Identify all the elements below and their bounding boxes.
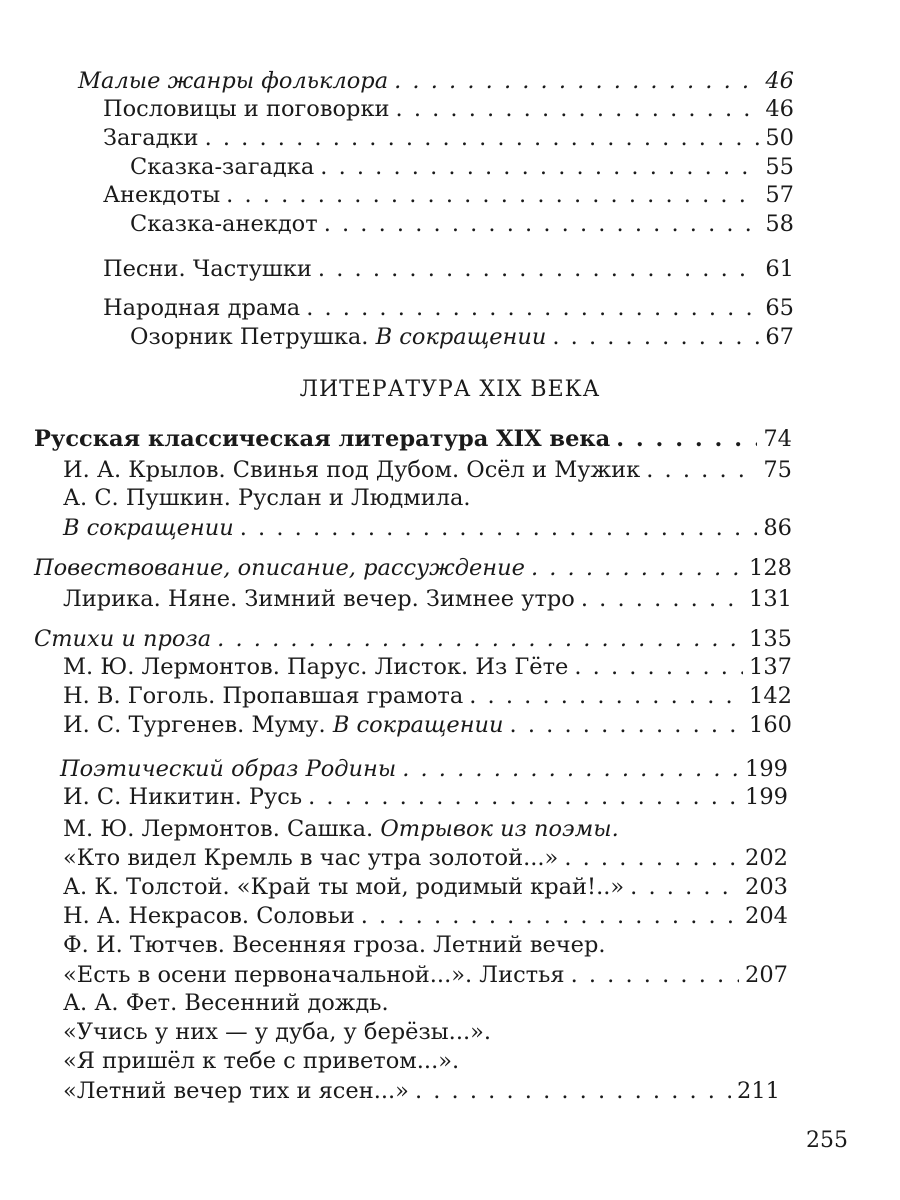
entry-page: 160 [749, 712, 792, 738]
entry-title: Пословицы и поговорки [103, 96, 390, 122]
entry-page: 50 [765, 125, 794, 151]
entry-note: В сокращении [332, 712, 504, 738]
leader-dots [318, 254, 759, 284]
leader-dots [226, 180, 759, 210]
entry-page: 75 [763, 457, 792, 483]
entry-title: Сказка-загадка [130, 154, 315, 180]
toc-entry [63, 681, 792, 711]
toc-entry [63, 843, 788, 873]
leader-dots [394, 66, 759, 96]
entry-title: «Учись у них — у дуба, у берёзы...». [63, 1019, 492, 1045]
entry-title: А. К. Толстой. «Край ты мой, родимый край!..» [63, 874, 625, 900]
entry-title: Сказка-анекдот [130, 211, 318, 237]
leader-dots [616, 424, 757, 454]
entry-title-part: Озорник Петрушка. [130, 324, 376, 350]
leader-dots [205, 123, 760, 153]
entry-title: Н. А. Некрасов. Соловьи [63, 903, 355, 929]
toc-entry [103, 94, 794, 124]
entry-note: Отрывок из поэмы. [380, 816, 619, 842]
leader-dots [571, 960, 739, 990]
entry-title [130, 322, 546, 352]
toc-entry [63, 513, 792, 543]
toc-entry [103, 293, 794, 323]
entry-page: 46 [765, 68, 794, 94]
leader-dots [646, 455, 757, 485]
entry-title: «Летний вечер тих и ясен...» [63, 1078, 409, 1104]
toc-entry [34, 553, 792, 583]
toc-entry [103, 123, 794, 153]
entry-page: 203 [745, 874, 788, 900]
entry-page: 142 [749, 683, 792, 709]
toc-entry [63, 960, 788, 990]
entry-page: 131 [749, 586, 792, 612]
leader-dots [531, 553, 743, 583]
leader-dots [240, 513, 758, 543]
leader-dots [320, 152, 759, 182]
entry-title: А. А. Фет. Весенний дождь. [63, 990, 389, 1016]
entry-title [63, 513, 234, 543]
toc-entry [34, 624, 792, 654]
entry-title: Загадки [103, 125, 199, 151]
toc-entry [103, 180, 794, 210]
toc-entry [63, 710, 792, 740]
entry-page: 128 [749, 555, 792, 581]
entry-title: Ф. И. Тютчев. Весенняя гроза. Летний вечер. [63, 932, 606, 958]
entry-page: 61 [765, 256, 794, 282]
toc-entry [130, 209, 794, 239]
toc-entry [63, 1017, 788, 1047]
page-number: 255 [806, 1128, 848, 1153]
toc-entry [63, 782, 788, 812]
entry-title: Лирика. Няне. Зимний вечер. Зимнее утро [63, 586, 575, 612]
toc-entry [78, 66, 794, 96]
leader-dots [574, 652, 743, 682]
entry-title-part: И. С. Тургенев. Муму. [63, 712, 333, 738]
entry-title: Стихи и проза [34, 626, 212, 652]
entry-note: В сокращении [375, 324, 547, 350]
toc-entry [63, 1046, 788, 1076]
leader-dots [510, 710, 744, 740]
entry-title [63, 710, 504, 740]
entry-page: 199 [745, 784, 788, 810]
entry-page: 202 [745, 845, 788, 871]
toc-entry [63, 652, 792, 682]
entry-page: 204 [745, 903, 788, 929]
leader-dots [324, 209, 760, 239]
entry-title: М. Ю. Лермонтов. Парус. Листок. Из Гёте [63, 654, 569, 680]
leader-dots [564, 843, 739, 873]
entry-page: 74 [763, 426, 792, 452]
leader-dots [308, 782, 739, 812]
entry-page: 65 [765, 295, 794, 321]
entry-title: «Кто видел Кремль в час утра золотой...» [63, 845, 559, 871]
toc-entry [103, 254, 794, 284]
entry-title: И. С. Никитин. Русь [63, 784, 303, 810]
entry-title: А. С. Пушкин. Руслан и Людмила. [63, 485, 471, 511]
entry-page: 86 [763, 515, 792, 541]
leader-dots [217, 624, 743, 654]
entry-page: 207 [745, 962, 788, 988]
toc-entry [63, 455, 792, 485]
toc-entry [63, 814, 788, 844]
entry-page: 57 [765, 182, 794, 208]
toc-entry [63, 930, 788, 960]
leader-dots [581, 584, 743, 614]
toc-entry [63, 901, 788, 931]
entry-note: В сокращении [63, 515, 234, 541]
entry-page: 211 [737, 1078, 780, 1104]
toc-entry [63, 584, 792, 614]
entry-title: Малые жанры фольклора [78, 68, 389, 94]
toc-entry [130, 152, 794, 182]
entry-title: Анекдоты [103, 182, 221, 208]
toc-entry [63, 1076, 780, 1106]
toc-entry [63, 483, 792, 513]
entry-title: Народная драма [103, 295, 301, 321]
entry-title: «Я пришёл к тебе с приветом...». [63, 1048, 460, 1074]
entry-page: 199 [745, 756, 788, 782]
entry-title: И. А. Крылов. Свинья под Дубом. Осёл и Мужик [63, 457, 641, 483]
leader-dots [415, 1076, 731, 1106]
entry-page: 135 [749, 626, 792, 652]
entry-title-part: М. Ю. Лермонтов. Сашка. [63, 816, 381, 842]
toc-entry [63, 872, 788, 902]
entry-page: 55 [765, 154, 794, 180]
entry-title: Повествование, описание, рассуждение [34, 555, 525, 581]
leader-dots [552, 322, 759, 352]
leader-dots [402, 754, 739, 784]
toc-entry [34, 424, 792, 454]
entry-title: Поэтический образ Родины [60, 756, 397, 782]
entry-title: Песни. Частушки [103, 256, 312, 282]
entry-title: «Есть в осени первоначальной...». Листья [63, 962, 565, 988]
entry-page: 67 [765, 324, 794, 350]
entry-page: 58 [765, 211, 794, 237]
entry-page: 46 [765, 96, 794, 122]
leader-dots [306, 293, 759, 323]
leader-dots [396, 94, 760, 124]
leader-dots [630, 872, 739, 902]
entry-title: Н. В. Гоголь. Пропавшая грамота [63, 683, 464, 709]
section-title: ЛИТЕРАТУРА XIX ВЕКА [299, 377, 601, 402]
leader-dots [469, 681, 743, 711]
toc-entry [63, 988, 788, 1018]
toc-entry [60, 754, 788, 784]
entry-title [63, 814, 619, 844]
leader-dots [361, 901, 739, 931]
entry-page: 137 [749, 654, 792, 680]
toc-entry [130, 322, 794, 352]
entry-title: Русская классическая литература XIX века [34, 426, 611, 452]
